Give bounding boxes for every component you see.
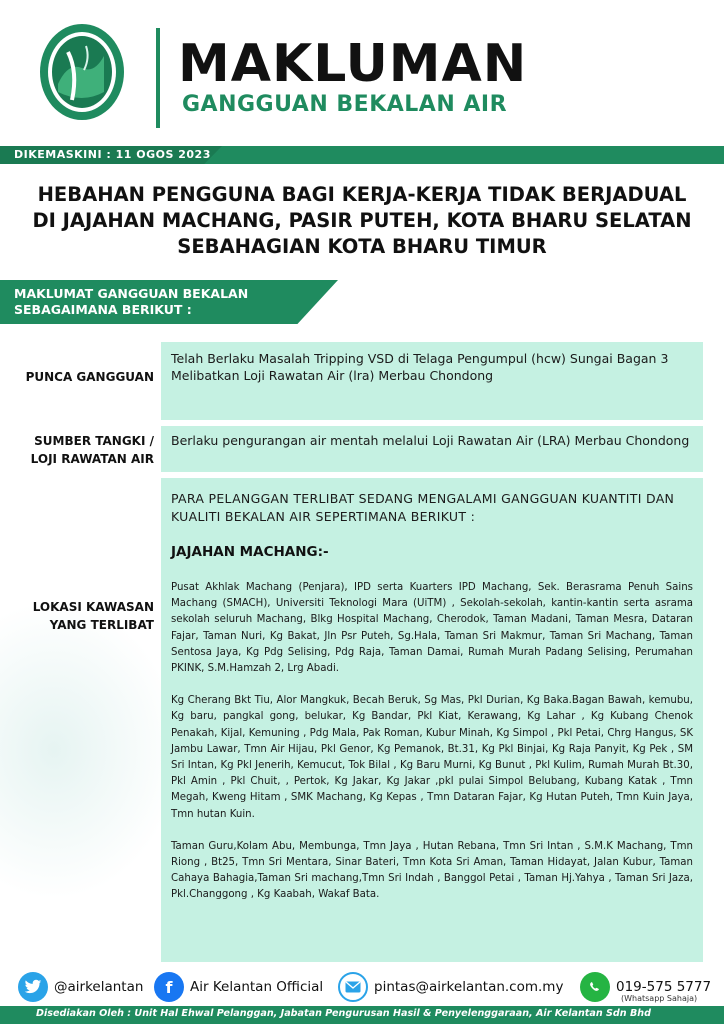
- sumber-box: [161, 426, 703, 472]
- whatsapp-icon: [580, 972, 610, 1002]
- punca-text: Telah Berlaku Masalah Tripping VSD di Telaga Pengumpul (hcw) Sungai Bagan 3 Melibatkan Loji Rawatan Air (lra) Merbau Chondong: [171, 351, 669, 383]
- lokasi-label-line-2: YANG TERLIBAT: [49, 618, 154, 632]
- header-divider: [156, 28, 160, 128]
- announcement-heading-line-2: DI JAJAHAN MACHANG, PASIR PUTEH, KOTA BHARU SELATAN: [32, 209, 692, 232]
- section-banner-text: [14, 286, 314, 318]
- twitter-handle: @airkelantan: [54, 979, 144, 995]
- sumber-text: Berlaku pengurangan air mentah melalui Loji Rawatan Air (LRA) Merbau Chondong: [171, 433, 690, 448]
- updated-date: DIKEMASKINI : 11 OGOS 2023: [14, 148, 211, 161]
- section-banner-line-1: MAKLUMAT GANGGUAN BEKALAN: [14, 286, 249, 301]
- lokasi-intro: PARA PELANGGAN TERLIBAT SEDANG MENGALAMI GANGGUAN KUANTITI DAN KUALITI BEKALAN AIR SEPERTIMANA BERIKUT :: [171, 491, 675, 524]
- air-kelantan-logo: [38, 22, 126, 122]
- water-splash-decoration: [0, 600, 180, 900]
- announcement-heading-line-3: SEBAHAGIAN KOTA BHARU TIMUR: [177, 235, 547, 258]
- sumber-label-line-2: LOJI RAWATAN AIR: [30, 452, 154, 466]
- announcement-heading: [20, 182, 704, 260]
- twitter-contact[interactable]: [18, 972, 143, 1002]
- facebook-icon: f: [154, 972, 184, 1002]
- announcement-heading-line-1: HEBAHAN PENGGUNA BAGI KERJA-KERJA TIDAK BERJADUAL: [37, 183, 687, 206]
- whatsapp-number: 019-575 5777: [616, 979, 712, 995]
- sumber-label: [8, 432, 154, 468]
- section-banner-line-2: SEBAGAIMANA BERIKUT :: [14, 302, 192, 317]
- lokasi-paragraph-3: Taman Guru,Kolam Abu, Membunga, Tmn Jaya , Hutan Rebana, Tmn Sri Intan , S.M.K Machang, Tmn Riong , Bt25, Tmn Sri Mentara, Sinar Bateri, Tmn Kota Sri Aman, Taman Hidayat, Jalan Kubur, Taman Cahaya Bahagia,Taman Sri machang,Tmn Sri Indah , Banggol Petai , Taman Hj.Yahya , Taman Sri Jaza, Pkl.Changgong , Kg Kaabah, Wakaf Bata.: [171, 840, 693, 901]
- page-subtitle: GANGGUAN BEKALAN AIR: [182, 92, 508, 117]
- lokasi-paragraph-1: Pusat Akhlak Machang (Penjara), IPD serta Kuarters IPD Machang, Sek. Berasrama Penuh Sains Machang (SMACH), Universiti Teknologi Mara (UiTM) , Sekolah-sekolah, kantin-kantin serta asrama sekolah seluruh Machang, Blkg Hospital Machang, Cherodok, Taman Madani, Taman Mesra, Dataran Fajar, Taman Nuri, Kg Bakat, Jln Psr Puteh, Sg.Hala, Taman Sri Makmur, Taman Sri Machang, Taman Sentosa Jaya, Kg Pdg Selising, Pdg Raja, Taman Damai, Rumah Murah Padang Selising, Perumahan PKINK, S.M.Hamzah 2, Lrg Abadi.: [171, 582, 693, 675]
- punca-box: [161, 342, 703, 420]
- email-contact[interactable]: [338, 972, 563, 1002]
- lokasi-box: [161, 478, 703, 962]
- page-title: MAKLUMAN: [178, 34, 528, 94]
- facebook-page: Air Kelantan Official: [190, 979, 324, 995]
- twitter-icon: [18, 972, 48, 1002]
- whatsapp-note: (Whatsapp Sahaja): [621, 994, 698, 1003]
- lokasi-label-line-1: LOKASI KAWASAN: [32, 600, 154, 614]
- facebook-contact[interactable]: [154, 972, 323, 1002]
- email-icon: [338, 972, 368, 1002]
- lokasi-label: [8, 598, 154, 634]
- email-address: pintas@airkelantan.com.my: [374, 979, 564, 995]
- sumber-label-line-1: SUMBER TANGKI /: [34, 434, 154, 448]
- prepared-by-credit: Disediakan Oleh : Unit Hal Ehwal Pelanggan, Jabatan Pengurusan Hasil & Penyelenggaraan, Air Kelantan Sdn Bhd: [36, 1008, 651, 1019]
- lokasi-heading: JAJAHAN MACHANG:-: [171, 544, 329, 560]
- punca-label: PUNCA GANGGUAN: [25, 370, 154, 384]
- lokasi-paragraph-2: Kg Cherang Bkt Tiu, Alor Mangkuk, Becah Beruk, Sg Mas, Pkl Durian, Kg Baka.Bagan Bawah, kemubu, Kg baru, pangkal gong, belukar, Kg Bandar, Pkl Kiat, Kerawang, Kg Lahar , Kg Kubang Chenok Penakah, Kijal, Kemuning , Pdg Mala, Pak Roman, Kubur Minah, Kg Simpol , Pkl Petai, Chrg Hangus, SK Jambu Lawar, Tmn Air Hijau, Pkl Genor, Kg Pemanok, Bt.31, Kg Pkl Binjai, Kg Raja Panyit, Kg Pek , SM Sri Intan, Kg Pkl Jenerih, Kemucut, Tok Bilal , Kg Baru Murni, Kg Bunut , Pkl Kulim, Rumah Murah Bt.30, Pkl Amin , Pkl Chuit, , Pertok, Kg Jakar, Kg Jakar ,pkl pulai Simpol Belubang, Kubang Katak , Tmn Megah, Kweng Hitam , SMK Machang, Kg Kepas , Tmn Dataran Fajar, Kg Hutan Puteh, Tmn Kuin Jaya, Tmn hutan Kuin.: [171, 695, 693, 820]
